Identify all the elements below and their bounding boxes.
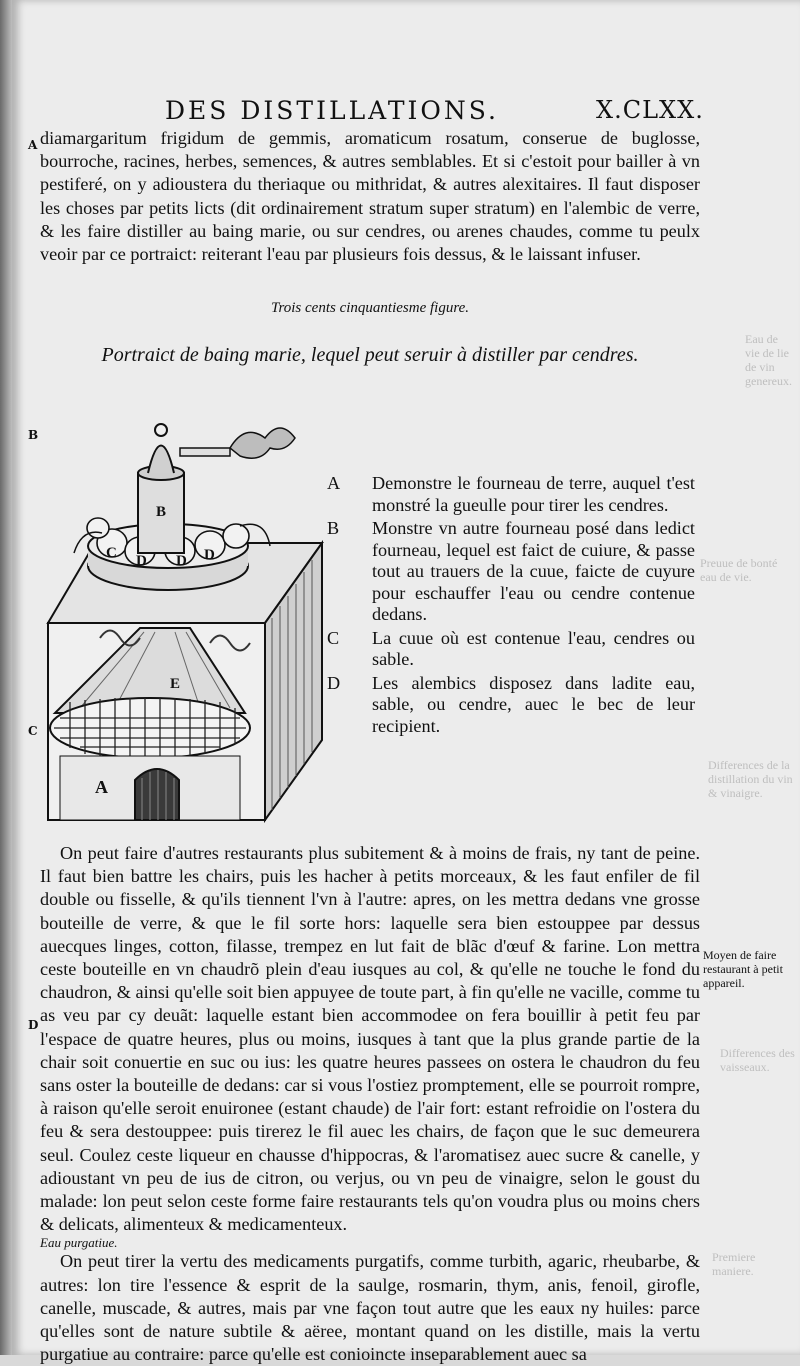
legend-key: C — [327, 627, 340, 648]
legend-text: La cuue où est contenue l'eau, cendres ou sable. — [372, 627, 695, 669]
ghost-note: Differences des vaisseaux. — [720, 1046, 795, 1074]
legend-item-b — [327, 518, 695, 626]
fig-letter-d4: D — [204, 547, 215, 563]
figure-number-caption: Trois cents cinquantiesme figure. — [270, 300, 470, 316]
legend-item-a — [327, 473, 695, 516]
fig-letter-d2: D — [136, 553, 147, 569]
sidenote-restaurant: Moyen de faire restaurant à petit appareil. — [703, 948, 783, 990]
fig-letter-b: B — [156, 504, 167, 520]
last-paragraph-text: On peut tirer la vertu des medicaments purgatifs, comme turbith, agaric, rheubarbe, & autres: lon tire l'essence & esprit de la saulge, rosmarin, thym, anis, fenoil, girofle, canelle, muscade, & autres, mais par vne façon tout autre que les eaux ny huiles: parce qu'elles sont de nature subtile & aëree, montant quand on les distille, mais la vertu purgatiue au contraire: parce qu'elle est conioincte inseparablement auec sa — [40, 1251, 700, 1365]
top-paragraph-text: diamargaritum frigidum de gemmis, aromaticum rosatum, conserue de buglosse, bourroche, racines, herbes, semences, & autres semblables. Et si c'estoit pour bailler à vn pestiferé, on y adioustera du theriaque ou mithridat, & autres alexitaires. Il faut disposer les choses par petits licts (dit ordinairement stratum super stratum) en l'alembic de verre, & les faire distiller au baing marie, ou sur cendres, ou arenes chaudes, comme tu peulx veoir par ce portraict: reiterant l'eau par plusieurs fois dessus, & le laissant infuser. — [40, 128, 700, 265]
subheading-eau-purgatiue: Eau purgatiue. — [40, 1235, 118, 1251]
baing-marie-illustration — [40, 418, 340, 838]
folio-number: X.CLXX. — [596, 96, 704, 124]
legend-item-d — [327, 673, 695, 738]
book-gutter — [0, 0, 12, 1355]
legend-text: Les alembics disposez dans ladite eau, sable, ou cendre, auec le bec de leur recipient. — [372, 672, 695, 736]
legend-text: Demonstre le fourneau de terre, auquel t'est monstré la gueulle pour tirer les cendres. — [372, 473, 695, 515]
margin-letter-d: D — [28, 1018, 39, 1032]
legend-text: Monstre vn autre fourneau posé dans ledict fourneau, lequel est faict de cuiure, & passe tout au trauers de la cuue, faicte de cuyure pour eschauffer l'eau ou cendre contenue dedans. — [372, 518, 695, 624]
legend-key: D — [327, 672, 341, 693]
fig-letter-a: A — [95, 777, 108, 797]
ghost-note: Preuue de bonté eau de vie. — [700, 556, 778, 584]
legend-key: A — [327, 473, 341, 493]
running-header — [0, 96, 800, 126]
figure-legend — [327, 473, 695, 739]
main-paragraph-text: On peut faire d'autres restaurants plus subitement & à moins de frais, ny tant de peine. Il faut bien battre les chairs, puis les hacher à petits morceaux, & les faut enfiler de fil double ou fisselle, & qu'ils tiennent l'vn à l'autre: apres, on les mettra dedans vne grosse bouteille de verre, & que le fil sorte hors: laquelle sera bien estouppee par dessus auecques linges, cotton, filasse, trempez en lut fait de blãc d'œuf & farine. Lon mettra ceste bouteille en vn chaudrõ plein d'eau iusques au col, & qu'elle ne touche le fond du chaudron, & ainsi qu'elle soit bien appuyee de toute part, à fin qu'elle ne vacille, comme tu as veu par cy deuãt: laquelle estant bien accommodee on fera bouillir à petit feu par l'espace de quatre heures, plus ou moins, iusques à tant que la plus grande partie de la chair soit conuertie en suc ou ius: les quatre heures passees on ostera le chaudron du feu sans oster la bouteille de dedans: car si vous l'ostiez promptement, elle se pourroit rompre, à raison qu'elle seroit enuironee (estant chaude) de l'air fort: estant refroidie on l'ostera du feu & sera destouppee: puis tirerez le fil auec les chairs, de façon que le suc demeurera seul. Coulez ceste liqueur en chausse d'hippocras, & l'aromatisez auec sucre & canelle, y adioustant vn peu de ius de citron, ou verjus, ou vn peu de vinaigre, selon le goust du malade: lon peut selon ceste forme faire restaurants tels qu'on voudra plus ou moins chers & delicats, alimenteux & medicamenteux. — [40, 843, 700, 1235]
legend-item-c — [327, 628, 695, 671]
fig-letter-d3: D — [176, 553, 187, 569]
ghost-note: Differences de la distillation du vin & vinaigre. — [708, 758, 793, 800]
margin-letter-a: A — [28, 138, 38, 152]
fig-letter-d1: C — [106, 545, 117, 561]
running-title: DES DISTILLATIONS. — [165, 96, 499, 125]
figure-title: Portraict de baing marie, lequel peut seruir à distiller par cendres. — [101, 344, 639, 366]
margin-letter-b: B — [28, 428, 39, 442]
furnace-woodcut — [40, 418, 340, 838]
main-paragraph — [40, 842, 700, 1366]
top-paragraph — [40, 127, 700, 266]
fig-letter-e: E — [170, 676, 181, 692]
margin-letter-c: C — [28, 724, 38, 738]
legend-key: B — [327, 518, 340, 538]
ghost-note: Premiere maniere. — [712, 1250, 756, 1278]
ghost-note: Eau de vie de lie de vin genereux. — [745, 332, 792, 388]
